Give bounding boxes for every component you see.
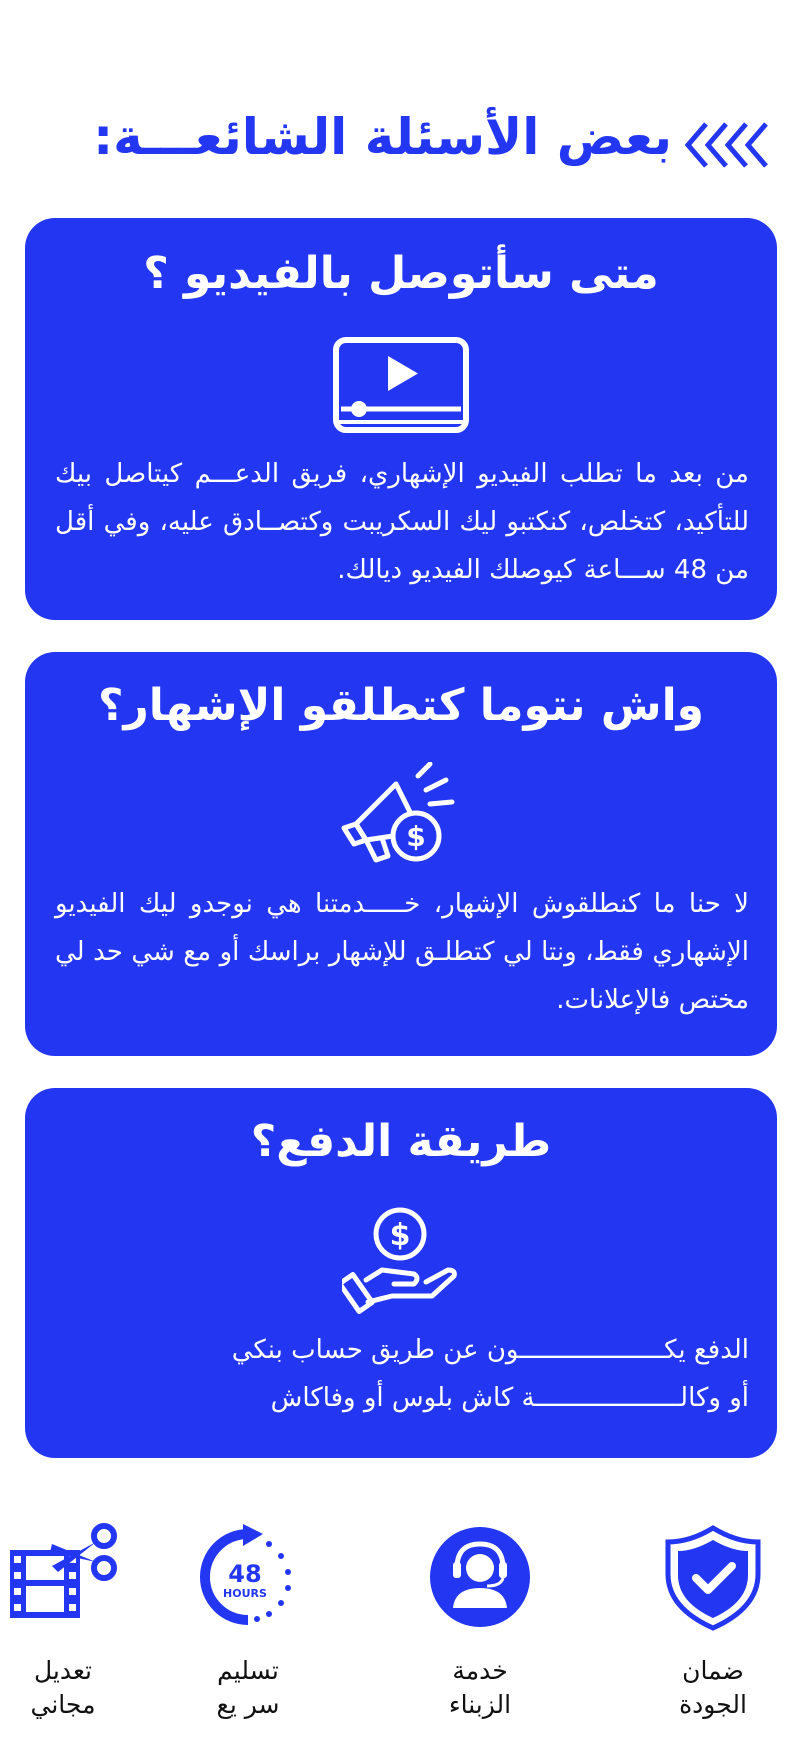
- hand-coin-icon: [342, 1206, 460, 1318]
- feature-label-line: تعديل: [33, 1656, 93, 1685]
- 48-hours-number: 48: [228, 1560, 262, 1588]
- video-player-icon: [331, 336, 471, 436]
- faq-answer-line: الدفع يكـــــــــــــــــــون عن طريق حساب بنكي: [231, 1335, 749, 1365]
- faq-question: متى سأتوصل بالفيديو ؟: [143, 248, 659, 299]
- feature-quality: [648, 1522, 778, 1722]
- feature-fast-delivery: [183, 1522, 313, 1722]
- faq-answer: لا حنا ما كنطلقوش الإشهار، خـــــدمتنا هي نوجدو ليك الفيديو الإشهاري فقط، ونتا لي كتطلـق للإشهار براسك أو مع شي حد لي مختص فالإعلانات.: [55, 889, 749, 1015]
- faq-card-video-delivery: [25, 218, 777, 620]
- feature-customer-service: [415, 1522, 545, 1722]
- svg-text:$: $: [406, 820, 426, 853]
- shield-check-icon: [658, 1522, 768, 1632]
- faq-answer: [55, 1326, 749, 1422]
- feature-free-editing: [0, 1522, 128, 1722]
- faq-header: [0, 108, 800, 178]
- feature-label-line: تسليم: [217, 1656, 279, 1685]
- faq-card-payment: [25, 1088, 777, 1458]
- faq-question: واش نتوما كتطلقو الإشهار؟: [97, 680, 705, 731]
- feature-label-line: مجاني: [30, 1690, 96, 1719]
- headset-support-icon: [425, 1522, 535, 1632]
- feature-label: [648, 1654, 778, 1722]
- faq-answer-line: أو وكالـــــــــــــــــــة كاش بلوس أو وفاكاش: [270, 1383, 749, 1413]
- megaphone-dollar-icon: [336, 762, 466, 872]
- film-scissors-icon: [8, 1522, 118, 1632]
- 48-hours-label: HOURS: [223, 1587, 267, 1600]
- feature-label: [415, 1654, 545, 1722]
- faq-card-ad-launch: [25, 652, 777, 1056]
- faq-question: طريقة الدفع؟: [250, 1116, 552, 1167]
- 48-hours-icon: [193, 1522, 303, 1632]
- feature-label: [183, 1654, 313, 1722]
- svg-text:$: $: [389, 1218, 411, 1253]
- feature-label-line: الزبناء: [448, 1690, 512, 1719]
- double-chevron-left-icon: [684, 120, 774, 170]
- feature-label-line: سر يع: [216, 1690, 280, 1719]
- features-row: [0, 1522, 800, 1742]
- feature-label: [0, 1654, 128, 1722]
- faq-title: بعض الأسئلة الشائعـــة:: [93, 108, 672, 166]
- feature-label-line: ضمان: [682, 1656, 744, 1685]
- feature-label-line: الجودة: [679, 1690, 747, 1719]
- feature-label-line: خدمة: [452, 1656, 508, 1685]
- faq-answer: من بعد ما تطلب الفيديو الإشهاري، فريق الدعـــم كيتاصل بيك للتأكيد، كتخلص، كنكتبو ليك السكريبت وكتصــادق عليه، وفي أقل من 48 ســـاعة كيوصلك الفيديو ديالك.: [55, 459, 749, 585]
